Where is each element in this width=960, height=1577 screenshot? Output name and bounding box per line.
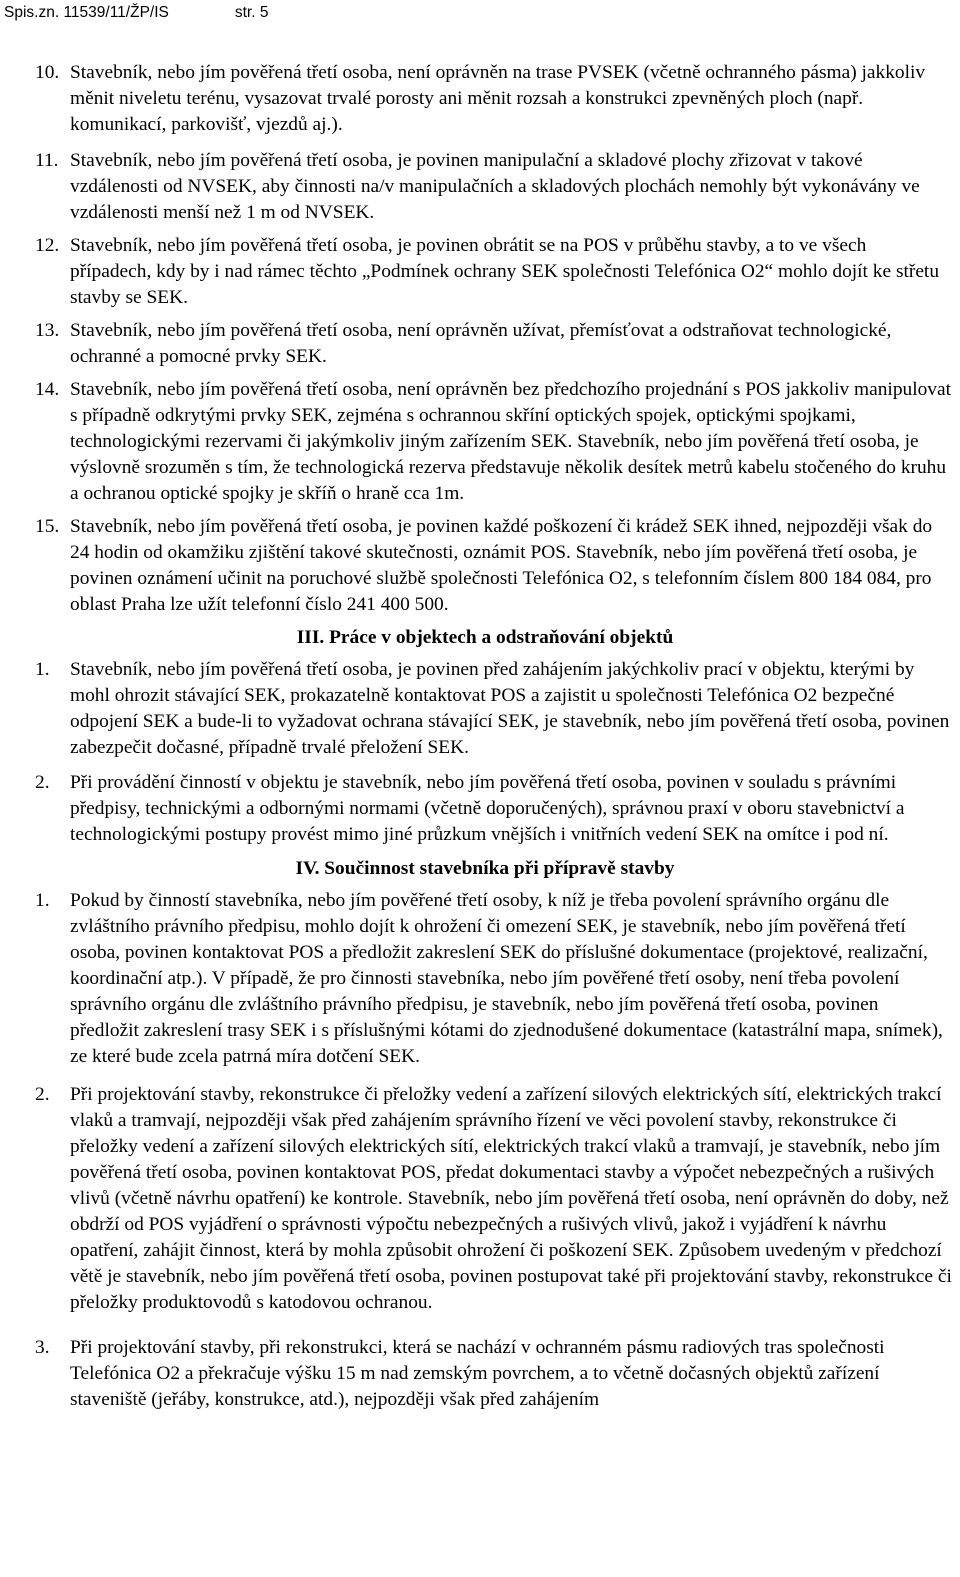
item-number: 12. bbox=[35, 235, 60, 256]
item-text: Při provádění činností v objektu je stavebník, nebo jím pověřená třetí osoba, povinen v souladu s právními předpisy, technickými a odbornými normami (včetně doporučených), správnou praxí v oboru stavebnictví a technologickými postupy provést mimo jiné průzkum vnějších i vnitřních vedení SEK na omítce i pod ní. bbox=[70, 772, 905, 845]
item-text: Stavebník, nebo jím pověřená třetí osoba, není oprávněn na trase PVSEK (včetně ochranného pásma) jakkoliv měnit niveletu terénu, vysazovat trvalé porosty ani měnit rozsah a konstrukci zpevněných ploch (např. komunikací, parkovišť, vjezdů aj.). bbox=[70, 62, 926, 135]
item-text: Stavebník, nebo jím pověřená třetí osoba, není oprávněn užívat, přemísťovat a odstraňovat technologické, ochranné a pomocné prvky SEK. bbox=[70, 320, 892, 367]
list-item bbox=[0, 657, 960, 761]
item-text: Stavebník, nebo jím pověřená třetí osoba, je povinen každé poškození či krádež SEK ihned, nejpozději však do 24 hodin od okamžiku zjištění takové skutečnosti, oznámit POS. Stavebník, nebo jím pověřená třetí osoba, je povinen oznámení učinit na poruchové službě společnosti Telefónica O2, s telefonním číslem 800 184 084, pro oblast Praha lze užít telefonní číslo 241 400 500. bbox=[70, 516, 933, 615]
item-number: 2. bbox=[35, 1084, 50, 1105]
list-item bbox=[0, 1335, 960, 1413]
item-text: Stavebník, nebo jím pověřená třetí osoba, je povinen obrátit se na POS v průběhu stavby, a to ve všech případech, kdy by i nad rámec těchto „Podmínek ochrany SEK společnosti Telefónica O2“ mohlo dojít ke střetu stavby se SEK. bbox=[70, 235, 940, 308]
list-item bbox=[0, 377, 960, 507]
item-number: 14. bbox=[35, 379, 60, 400]
item-number: 10. bbox=[35, 62, 60, 83]
list-item bbox=[0, 514, 960, 618]
list-item bbox=[0, 233, 960, 311]
list-item bbox=[0, 770, 960, 848]
list-item bbox=[0, 60, 960, 138]
item-number: 13. bbox=[35, 320, 60, 341]
list-item bbox=[0, 148, 960, 226]
file-reference: Spis.zn. 11539/11/ŽP/IS bbox=[4, 4, 169, 21]
item-number: 15. bbox=[35, 516, 60, 537]
item-text: Stavebník, nebo jím pověřená třetí osoba, je povinen manipulační a skladové plochy zřizovat v takové vzdálenosti od NVSEK, aby činnosti na/v manipulačních a skladových plochách nemohly být vykonávány ve vzdálenosti menší než 1 m od NVSEK. bbox=[70, 150, 920, 223]
item-text: Stavebník, nebo jím pověřená třetí osoba, je povinen před zahájením jakýchkoliv prací v objektu, kterými by mohl ohrozit stávající SEK, prokazatelně kontaktovat POS a zajistit u společnosti Telefónica O2 bezpečné odpojení SEK a bude-li to vyžadovat ochrana stávající SEK, je stavebník, nebo jím pověřená třetí osoba, povinen zabezpečit dočasné, případně trvalé přeložení SEK. bbox=[70, 659, 950, 758]
item-number: 3. bbox=[35, 1337, 50, 1358]
section-heading-iii: III. Práce v objektech a odstraňování objektů bbox=[296, 627, 674, 648]
page-number: str. 5 bbox=[234, 4, 269, 21]
item-text: Při projektování stavby, při rekonstrukci, která se nachází v ochranném pásmu radiových tras společnosti Telefónica O2 a překračuje výšku 15 m nad zemským povrchem, a to včetně dočasných objektů zařízení staveniště (jeřáby, konstrukce, atd.), nejpozději však před zahájením bbox=[70, 1337, 885, 1410]
list-item bbox=[0, 888, 960, 1070]
list-item bbox=[0, 318, 960, 370]
item-text: Pokud by činností stavebníka, nebo jím pověřené třetí osoby, k níž je třeba povolení správního orgánu dle zvláštního právního předpisu, mohlo dojít k ohrožení či omezení SEK, je stavebník, nebo jím pověřená třetí osoba, povinen kontaktovat POS a předložit zakreslení SEK do příslušné dokumentace (projektové, realizační, koordinační atp.). V případě, že pro činnosti stavebníka, nebo jím pověřené třetí osoby, není třeba povolení správního orgánu dle zvláštního právního předpisu, je stavebník, nebo jím pověřená třetí osoba, povinen předložit zakreslení trasy SEK i s příslušnými kótami do zjednodušené dokumentace (katastrální mapa, snímek), ze které bude zcela patrná míra dotčení SEK. bbox=[70, 890, 943, 1067]
item-text: Stavebník, nebo jím pověřená třetí osoba, není oprávněn bez předchozího projednání s POS jakkoliv manipulovat s případně odkrytými prvky SEK, zejména s ochrannou skříní optických spojek, optickými spojkami, technologickými rezervami či jakýmkoliv jiným zařízením SEK. Stavebník, nebo jím pověřená třetí osoba, je výslovně srozuměn s tím, že technologická rezerva představuje několik desítek metrů kabelu stočeného do kruhu a ochranou optické spojky je skříň o hraně cca 1m. bbox=[70, 379, 951, 504]
item-text: Při projektování stavby, rekonstrukce či přeložky vedení a zařízení silových elektrických sítí, elektrických trakcí vlaků a tramvají, nejpozději však před zahájením správního řízení ve věci povolení stavby, rekonstrukce či přeložky vedení a zařízení silových elektrických sítí, elektrických trakcí vlaků a tramvají, je stavebník, nebo jím pověřená třetí osoba, povinen kontaktovat POS, předat dokumentaci stavby a výpočet nebezpečných a rušivých vlivů (včetně návrhu opatření) ke kontrole. Stavebník, nebo jím pověřená třetí osoba, není oprávněn do doby, než obdrží od POS vyjádření o správnosti výpočtu nebezpečných a rušivých vlivů, jakož i vyjádření k návrhu opatření, zahájit činnost, která by mohla způsobit ohrožení či poškození SEK. Způsobem uvedeným v předchozí větě je stavebník, nebo jím pověřená třetí osoba, povinen postupovat také při projektování stavby, rekonstrukce či přeložky produktovodů s katodovou ochranou. bbox=[70, 1084, 952, 1313]
page-header bbox=[4, 3, 268, 23]
list-item bbox=[0, 1082, 960, 1316]
document-body bbox=[0, 60, 960, 1413]
item-number: 11. bbox=[35, 150, 59, 171]
item-number: 2. bbox=[35, 772, 50, 793]
item-number: 1. bbox=[35, 890, 50, 911]
item-number: 1. bbox=[35, 659, 50, 680]
section-heading-iv: IV. Součinnost stavebníka při přípravě stavby bbox=[295, 858, 675, 879]
